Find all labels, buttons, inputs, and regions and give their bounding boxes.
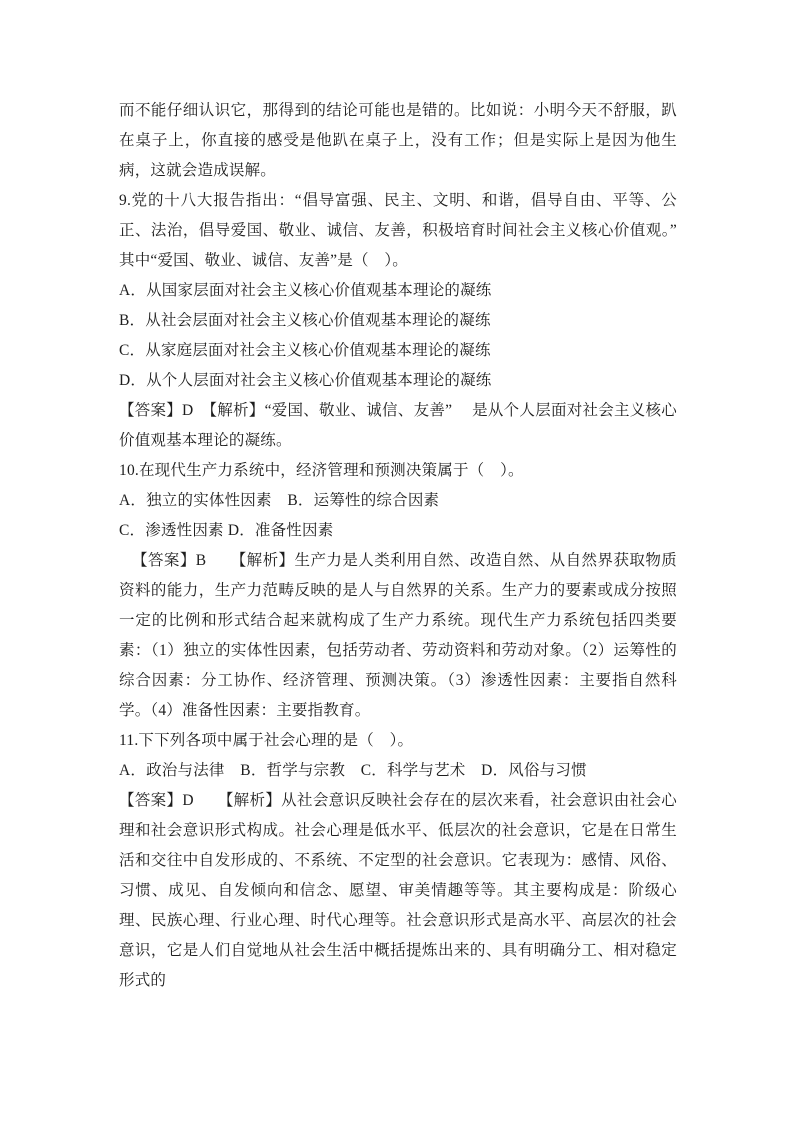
question-10-options-cd: C．渗透性因素 D．准备性因素	[119, 522, 334, 539]
question-9-option-a: A．从国家层面对社会主义核心价值观基本理论的凝练	[119, 282, 492, 299]
paragraph-continuation: 而不能仔细认识它，那得到的结论可能也是错的。比如说：小明今天不舒服，趴在桌子上，你直接的感受是他趴在桌子上，没有工作；但是实际上是因为他生病，这就会造成误解。	[119, 102, 677, 179]
question-9-option-c: C．从家庭层面对社会主义核心价值观基本理论的凝练	[119, 342, 491, 359]
question-11-options: A．政治与法律 B．哲学与宗教 C．科学与艺术 D．风俗与习惯	[119, 762, 587, 779]
question-9-answer-explanation: 【答案】D 【解析】“爱国、敬业、诚信、友善” 是从个人层面对社会主义核心价值观基本理论的凝练。	[119, 402, 677, 449]
question-10-text: 10.在现代生产力系统中，经济管理和预测决策属于（ ）。	[119, 462, 524, 479]
question-9-option-d: D．从个人层面对社会主义核心价值观基本理论的凝练	[119, 372, 492, 389]
question-11-answer-explanation: 【答案】D 【解析】从社会意识反映社会存在的层次来看，社会意识由社会心理和社会意识形式构成。社会心理是低水平、低层次的社会意识，它是在日常生活和交往中自发形成的、不系统、不定型的社会意识。它表现为：感情、风俗、习惯、成见、自发倾向和信念、愿望、审美情趣等等。其主要构成是：阶级心理、民族心理、行业心理、时代心理等。社会意识形式是高水平、高层次的社会意识，它是人们自觉地从社会生活中概括提炼出来的、具有明确分工、相对稳定形式的	[119, 792, 677, 989]
question-11-text: 11.下下列各项中属于社会心理的是（ ）。	[119, 732, 414, 749]
question-10-options-ab: A．独立的实体性因素 B．运筹性的综合因素	[119, 492, 440, 509]
question-10-answer-explanation: 【答案】B 【解析】生产力是人类利用自然、改造自然、从自然界获取物质资料的能力，生产力范畴反映的是人与自然界的关系。生产力的要素或成分按照一定的比例和形式结合起来就构成了生产力系统。现代生产力系统包括四类要素：（1）独立的实体性因素，包括劳动者、劳动资料和劳动对象。（2）运筹性的综合因素：分工协作、经济管理、预测决策。（3）渗透性因素：主要指自然科学。（4）准备性因素：主要指教育。	[119, 552, 677, 719]
question-9-option-b: B．从社会层面对社会主义核心价值观基本理论的凝练	[119, 312, 491, 329]
document-content	[119, 96, 677, 996]
question-9-text: 9.党的十八大报告指出：“倡导富强、民主、文明、和谐，倡导自由、平等、公正、法治，倡导爱国、敬业、诚信、友善，积极培育时间社会主义核心价值观。”其中“爱国、敬业、诚信、友善”是（ ）。	[119, 192, 677, 269]
